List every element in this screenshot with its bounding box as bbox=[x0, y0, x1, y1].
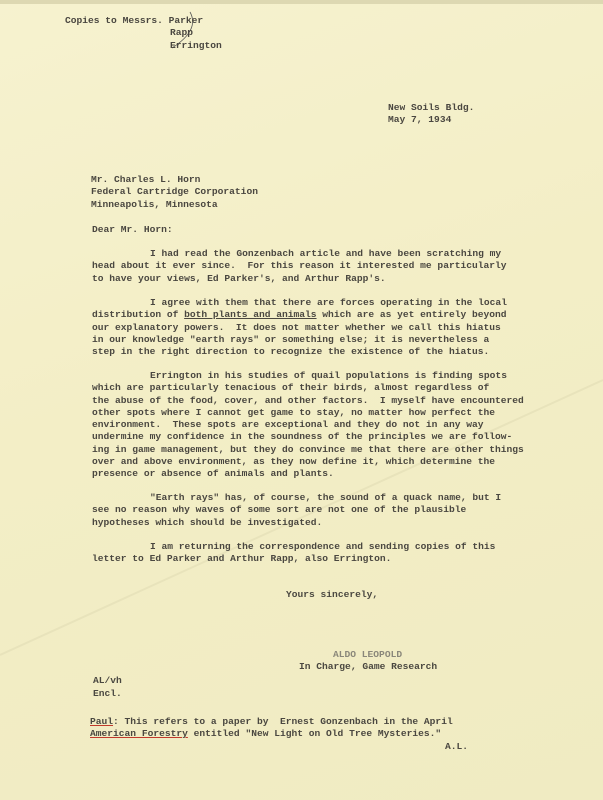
paragraph-line: I am returning the correspondence and sending copies of this bbox=[150, 541, 496, 552]
paragraph-line: I had read the Gonzenbach article and have been scratching my bbox=[150, 248, 502, 259]
text-run: entitled "New Light on Old Tree Mysteries." bbox=[187, 728, 442, 740]
note-addressee: Paul bbox=[90, 716, 114, 727]
closing: Yours sincerely, bbox=[286, 589, 379, 600]
paragraph-line: which are particularly tenacious of their birds, almost regardless of bbox=[92, 382, 490, 394]
copies-name: Errington bbox=[170, 40, 222, 51]
sender-address-line: New Soils Bldg. bbox=[388, 102, 475, 113]
paragraph-4 bbox=[92, 492, 501, 529]
paragraph-line: letter to Ed Parker and Arthur Rapp, also Errington. bbox=[92, 553, 392, 565]
paragraph-5 bbox=[92, 541, 495, 566]
paragraph-line bbox=[92, 309, 507, 321]
salutation: Dear Mr. Horn: bbox=[92, 224, 173, 235]
copies-name: Rapp bbox=[170, 27, 194, 38]
paragraph-line: environment. These spots are exceptional and they do not in any way bbox=[92, 419, 484, 431]
recipient-line: Mr. Charles L. Horn bbox=[91, 174, 201, 185]
enclosure-note: Encl. bbox=[93, 688, 122, 699]
underlined-text: both plants and animals bbox=[184, 309, 317, 321]
note-line bbox=[90, 716, 453, 728]
signature-title: In Charge, Game Research bbox=[299, 661, 438, 672]
paragraph-line: the abuse of the food, cover, and other factors. I myself have encountered bbox=[92, 394, 524, 406]
publication-title: American Forestry bbox=[90, 728, 188, 740]
paragraph-line: presence or absence of animals and plants. bbox=[92, 468, 334, 480]
paragraph-line: I agree with them that there are forces operating in the local bbox=[150, 297, 507, 308]
paragraph-line: in our knowledge "earth rays" or something else; it is nevertheless a bbox=[92, 333, 490, 345]
paragraph-line: ing in game management, but they do convince me that there are other things bbox=[92, 443, 524, 455]
paragraph-line: our explanatory powers. It does not matter whether we call this hiatus bbox=[92, 321, 501, 333]
paragraph-line: other spots where I cannot get game to stay, no matter how perfect the bbox=[92, 406, 496, 418]
letter-date: May 7, 1934 bbox=[388, 114, 452, 125]
signature-name: ALDO LEOPOLD bbox=[333, 649, 403, 660]
paragraph-line: head about it ever since. For this reason it interested me particularly bbox=[92, 260, 507, 272]
recipient-line: Minneapolis, Minnesota bbox=[91, 198, 218, 210]
paper-top-edge bbox=[0, 0, 603, 4]
paragraph-line: step in the right direction to recognize the existence of the hiatus. bbox=[92, 346, 490, 358]
recipient-address bbox=[91, 174, 258, 211]
handnote-postscript bbox=[90, 716, 453, 741]
recipient-line: Federal Cartridge Corporation bbox=[91, 186, 258, 198]
paragraph-2 bbox=[92, 297, 507, 358]
text-run: distribution of bbox=[92, 309, 185, 321]
text-run: which are as yet entirely beyond bbox=[316, 309, 507, 321]
note-signature: A.L. bbox=[445, 741, 469, 752]
paragraph-line: Errington in his studies of quail populations is finding spots bbox=[150, 370, 507, 381]
paragraph-1 bbox=[92, 248, 507, 285]
paragraph-line: "Earth rays" has, of course, the sound of a quack name, but I bbox=[150, 492, 502, 503]
paragraph-line: hypotheses which should be investigated. bbox=[92, 516, 323, 528]
paragraph-line: over and above environment, as they now define it, which determine the bbox=[92, 456, 496, 468]
paragraph-3 bbox=[92, 370, 524, 481]
text-run: : This refers to a paper by Ernest Gonzenbach in the April bbox=[113, 716, 453, 727]
note-line bbox=[90, 728, 453, 740]
paragraph-line: to have your views, Ed Parker's, and Arthur Rapp's. bbox=[92, 272, 386, 284]
paragraph-line: undermine my confidence in the soundness of the principles we are follow- bbox=[92, 431, 513, 443]
typist-initials: AL/vh bbox=[93, 675, 122, 686]
paragraph-line: see no reason why waves of some sort are not one of the plausible bbox=[92, 504, 467, 516]
copies-label: Copies to Messrs. Parker bbox=[65, 15, 204, 26]
